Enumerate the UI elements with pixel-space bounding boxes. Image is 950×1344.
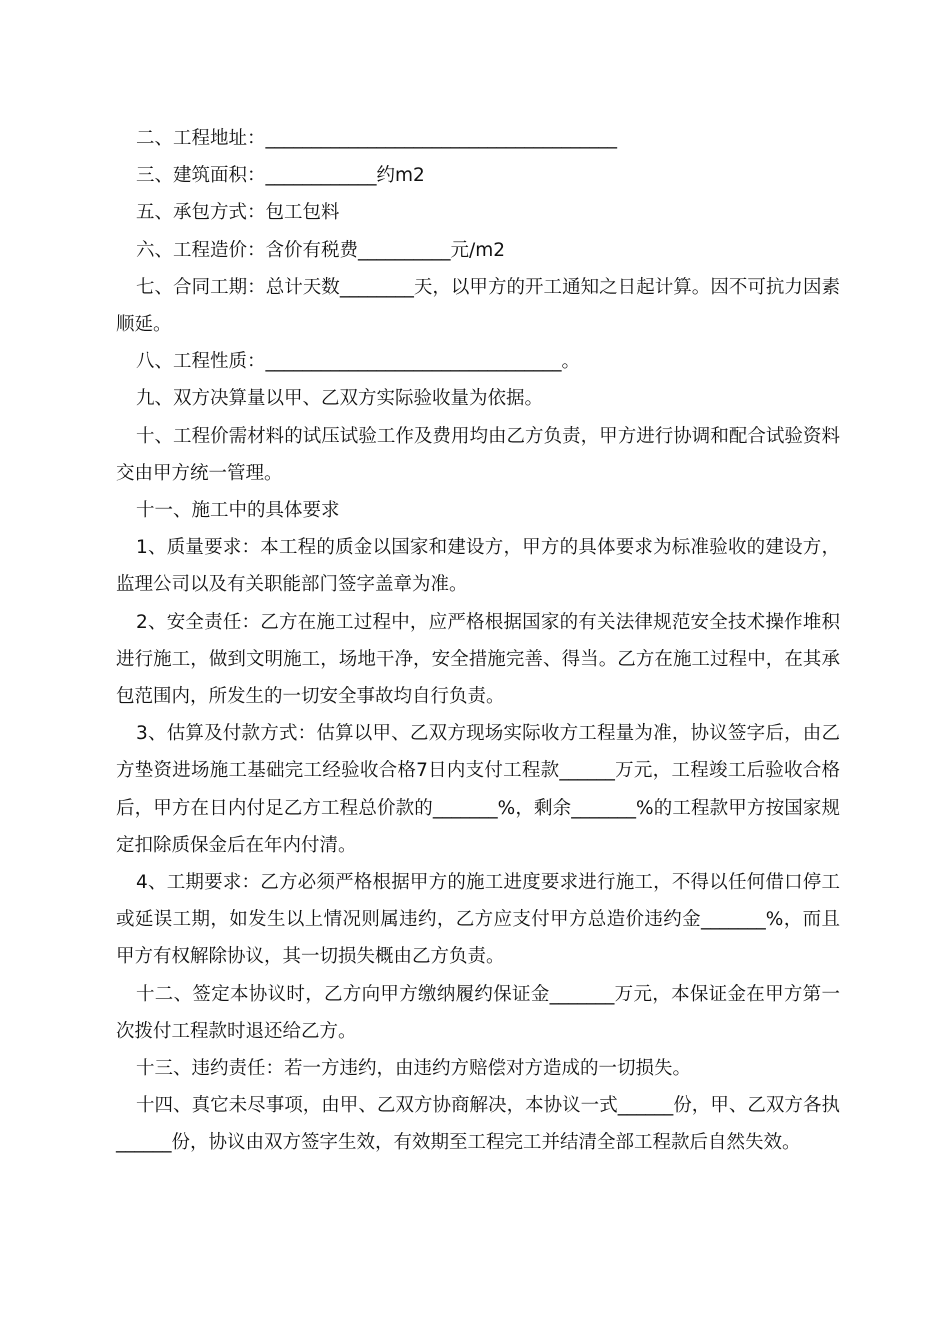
clause-breach-liability: 十三、违约责任：若一方违约，由违约方赔偿对方造成的一切损失。 xyxy=(136,1058,692,1080)
clause-safety-responsibility: 2、安全责任：乙方在施工过程中，应严格根据国家的有关法律规范安全技术操作堆积进行施工，做到文明施工，场地干净，安全措施完善、得当。乙方在施工过程中，在其承包范围内，所发生的一切安全事故均自行负责。 xyxy=(116,611,840,708)
clause-project-nature: 八、工程性质：________________________________。 xyxy=(136,351,581,373)
clause-contract-mode: 五、承包方式：包工包料 xyxy=(136,202,340,224)
clause-project-address: 二、工程地址：______________________________________ xyxy=(136,128,618,149)
clause-quality-requirements: 1、质量要求：本工程的质金以国家和建设方，甲方的具体要求为标准验收的建设方，监理公司以及有关职能部门签字盖章为准。 xyxy=(116,537,840,596)
clause-building-area: 三、建筑面积：____________约m2 xyxy=(136,165,425,187)
clause-performance-bond: 十二、签定本协议时，乙方向甲方缴纳履约保证金_______万元，本保证金在甲方第一次拨付工程款时退还给乙方。 xyxy=(116,983,840,1042)
clause-project-cost: 六、工程造价：含价有税费__________元/m2 xyxy=(136,239,506,261)
clause-payment-method: 3、估算及付款方式：估算以甲、乙双方现场实际收方工程量为准，协议签字后，由乙方垫资进场施工基础完工经验收合格7日内支付工程款______万元，工程竣工后验收合格后，甲方在日内付足乙方工程总价款的_______%，剩余_______%的工程款甲方按国家规定扣除质保金后在年内付清。 xyxy=(116,723,840,856)
clause-settlement-basis: 九、双方决算量以甲、乙双方实际验收量为依据。 xyxy=(136,388,544,410)
clause-construction-requirements: 十一、施工中的具体要求 xyxy=(136,500,340,522)
clause-material-testing: 十、工程价需材料的试压试验工作及费用均由乙方负责，甲方进行协调和配合试验资料交由甲方统一管理。 xyxy=(116,425,840,484)
clause-other-matters: 十四、真它未尽事项，由甲、乙双方协商解决，本协议一式______份，甲、乙双方各执______份，协议由双方签字生效，有效期至工程完工并结清全部工程款后自然失效。 xyxy=(116,1095,840,1154)
clause-schedule-requirements: 4、工期要求：乙方必须严格根据甲方的施工进度要求进行施工，不得以任何借口停工或延误工期，如发生以上情况则属违约，乙方应支付甲方总造价违约金_______%，而且甲方有权解除协议，其一切损失概由乙方负责。 xyxy=(116,872,840,968)
contract-body xyxy=(116,120,840,1162)
clause-contract-period: 七、合同工期：总计天数________天，以甲方的开工通知之日起计算。因不可抗力因素顺延。 xyxy=(116,276,840,336)
